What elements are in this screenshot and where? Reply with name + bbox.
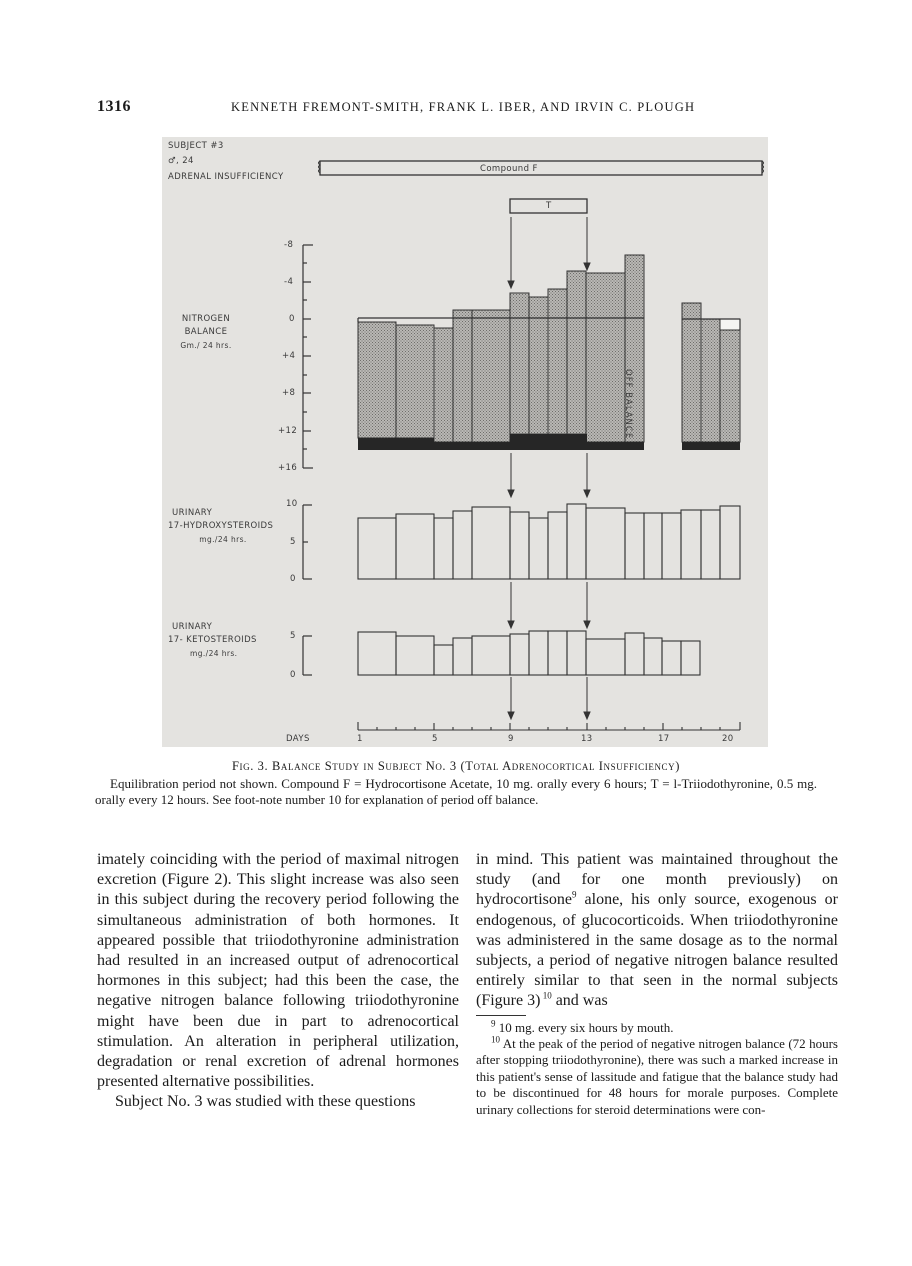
- days-axis: [358, 722, 740, 730]
- day-tick: 20: [722, 734, 734, 744]
- caption-title: Fig. 3. Balance Study in Subject No. 3 (Total Adrenocortical Insufficiency): [231, 759, 681, 773]
- subject-sex-age: ♂, 24: [168, 156, 194, 166]
- subject-condition: ADRENAL INSUFFICIENCY: [168, 172, 284, 182]
- day-tick: 5: [432, 734, 438, 744]
- nitrogen-bars: [358, 255, 740, 442]
- footnote-9: $^9$ 10 mg. every six hours by mouth.: [491, 1018, 674, 1035]
- footnote-10: $^{10}$ At the peak of the period of negative nitrogen balance (72 hours after stopping triiodothyronine), there was such a marked increase in this patient's sense of lassitude and fatigue that the balance study had to be discontinued for 48 hours for morale purposes. Complete urinary collections for steroid determinations were con-: [476, 1034, 838, 1117]
- footnote-rule: [476, 1015, 526, 1016]
- day-tick: 9: [508, 734, 514, 744]
- figure-3: [162, 137, 768, 747]
- hydroxy-bars: [358, 504, 740, 579]
- page-number: 1316: [97, 98, 131, 115]
- day-tick: 17: [658, 734, 670, 744]
- day-tick: 13: [581, 734, 593, 744]
- compound-f-label: Compound F: [480, 164, 538, 174]
- y-tick: +8: [282, 388, 296, 398]
- day-tick: 1: [357, 734, 363, 744]
- footnote-ref[interactable]: 9: [571, 890, 577, 901]
- caption-body: Equilibration period not shown. Compound F = Hydrocortisone Acetate, 10 mg. orally every 6 hours; T = l-Triiodothyronine, 0.5 mg. orally every 12 hours. See foot-note number 10 for explanation of period off balance.: [95, 775, 817, 807]
- keto-axis-label: URINARY 17- KETOSTEROIDS mg./24 hrs.: [168, 622, 257, 658]
- figure-caption: [95, 758, 817, 809]
- nitrogen-y-axis: [303, 245, 313, 468]
- off-balance-label: OFF BALANCE: [623, 369, 633, 440]
- y-tick: -8: [284, 240, 294, 250]
- y-tick: 10: [286, 499, 298, 509]
- body-column-right: [476, 850, 838, 1118]
- paragraph: Subject No. 3 was studied with these questions: [115, 1093, 416, 1111]
- y-tick: +4: [282, 351, 296, 361]
- paragraph: imately coinciding with the period of maximal nitrogen excretion (Figure 2). This slight increase was also seen in this subject during the recovery period following the simultaneous administration of both hormones. It appeared possible that triiodothyronine administration had resulted in an increased output of adrenocortical hormones in this subject; had this been the case, the negative nitrogen balance following triiodothyronine might have been due in part to adrenocortical stimulation. An alteration in peripheral utilization, degradation or renal excretion of adrenal hormones presented alternative possibilities.: [97, 851, 459, 1091]
- t-label: T: [546, 201, 552, 211]
- compound-f-bar: [319, 161, 764, 175]
- subject-label: SUBJECT #3: [168, 141, 224, 151]
- body-column-left: [97, 850, 459, 1113]
- y-tick: 0: [290, 670, 296, 680]
- y-tick: 0: [289, 314, 295, 324]
- keto-bars: [358, 631, 700, 675]
- y-tick: 0: [290, 574, 296, 584]
- hydroxy-y-axis: [303, 505, 312, 579]
- running-head: [97, 98, 817, 118]
- hydroxy-axis-label: URINARY 17-HYDROXYSTEROIDS mg./24 hrs.: [168, 508, 274, 544]
- y-tick: +16: [278, 463, 298, 473]
- y-tick: 5: [290, 631, 296, 641]
- y-tick: -4: [284, 277, 294, 287]
- days-label: DAYS: [286, 734, 310, 744]
- y-tick: +12: [278, 426, 298, 436]
- footnote-ref[interactable]: 10: [540, 991, 552, 1002]
- author-line: KENNETH FREMONT-SMITH, FRANK L. IBER, AND IRVIN C. PLOUGH: [231, 100, 696, 114]
- keto-y-axis: [303, 636, 312, 675]
- paragraph: in mind. This patient was maintained throughout the study (and for one month previously) on hydrocortisone$^9$ alone, his only source, exogenous or endogenous, of glucocorticoids. When triiodothyronine was administered in the same dosage as to the normal subjects, a period of negative nitrogen balance resulted entirely similar to that seen in the normal subjects (Figure 3) $^{10}$ and was: [476, 851, 838, 1010]
- nitrogen-axis-label: NITROGEN BALANCE Gm./ 24 hrs.: [180, 314, 232, 350]
- y-tick: 5: [290, 537, 296, 547]
